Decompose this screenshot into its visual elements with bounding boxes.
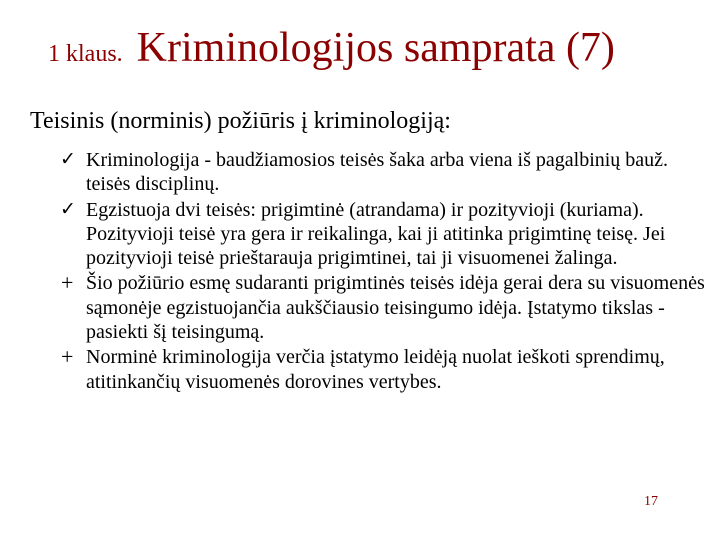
bullet-item	[60, 271, 705, 344]
bullet-text: Kriminologija - baudžiamosios teisės šaka arba viena iš pagalbinių bauž. teisės disciplinų.	[86, 149, 669, 196]
bullet-item	[60, 148, 705, 197]
checkmark-icon: ✓	[60, 198, 76, 220]
plus-icon: +	[61, 344, 74, 370]
bullet-text: Egzistuoja dvi teisės: prigimtinė (atrandama) ir pozityvioji (kuriama). Pozityvioji teisė yra gera ir reikalinga, kai ji atitinka prigimtinę teisę. Jei pozityvioji teisė prieštarauja prigimtinei, tai ji visuomenei žalinga.	[86, 198, 666, 270]
bullet-text: Norminė kriminologija verčia įstatymo leidėją nuolat ieškoti sprendimų, atitinkančių visuomenės dorovines vertybes.	[86, 346, 665, 393]
title-text: Kriminologijos samprata (7)	[136, 25, 615, 71]
slide-title	[48, 24, 708, 72]
bullet-item	[60, 345, 705, 394]
bullet-text: Šio požiūrio esmę sudaranti prigimtinės teisės idėja gerai dera su visuomenės sąmonėje egzistuojančia aukščiausio teisingumo idėja. Įstatymo tikslas - pasiekti šį teisingumą.	[86, 272, 705, 344]
bullet-list	[60, 148, 705, 394]
checkmark-icon: ✓	[60, 149, 76, 170]
page-number: 17	[644, 494, 658, 509]
subheading: Teisinis (norminis) požiūris į kriminologiją:	[30, 108, 451, 134]
plus-icon: +	[61, 270, 74, 296]
title-prefix: 1 klaus.	[48, 41, 123, 67]
bullet-item	[60, 198, 705, 271]
